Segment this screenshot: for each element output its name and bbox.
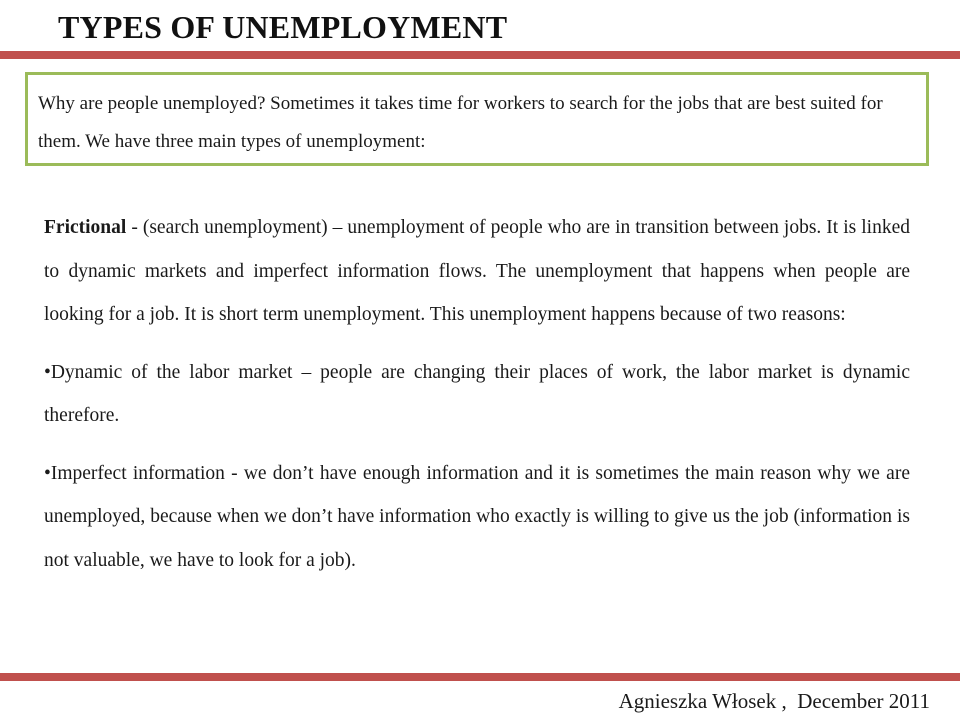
intro-box [25,72,929,166]
footer-author-date: Agnieszka Włosek , December 2011 [618,689,930,713]
frictional-definition: - (search unemployment) – unemployment of people who are in transition between jobs. It is linked to dynamic markets and imperfect information flows. The unemployment that happens when people are looking for a job. It is short term unemployment. This unemployment happens because of two reasons: [44,217,910,325]
reason-dynamic-labor-market: •Dynamic of the labor market – people are changing their places of work, the labor market is dynamic therefore. [44,361,910,426]
reason-imperfect-information: •Imperfect information - we don’t have enough information and it is sometimes the main reason why we are unemployed, because when we don’t have information who exactly is willing to give us the job (information is not valuable, we have to look for a job). [44,462,910,571]
body-content [44,206,910,582]
frictional-term: Frictional [44,217,127,238]
frictional-paragraph [44,206,910,337]
intro-text: Why are people unemployed? Sometimes it takes time for workers to search for the jobs that are best suited for them. We have three main types of unemployment: [38,93,883,152]
slide-title: TYPES OF UNEMPLOYMENT [58,9,508,45]
top-divider [0,51,960,59]
bottom-divider [0,673,960,681]
